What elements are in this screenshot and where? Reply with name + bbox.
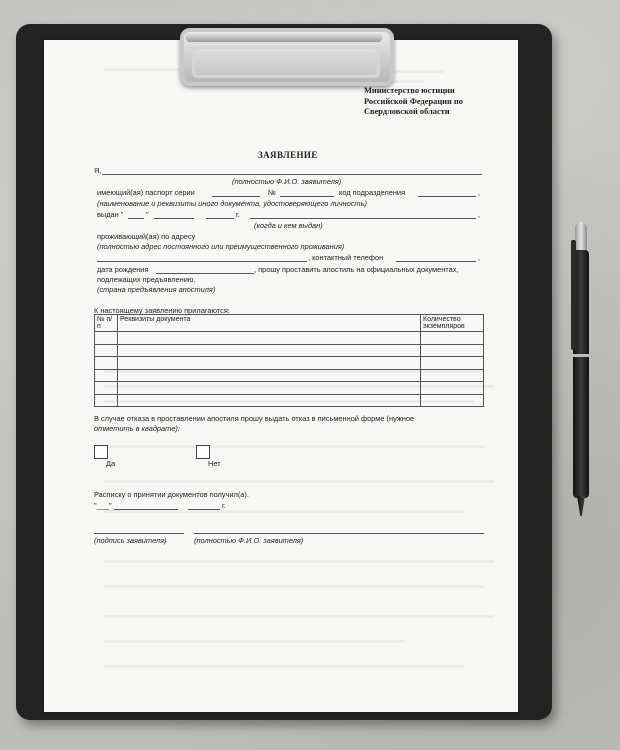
- passport-series-field[interactable]: [212, 196, 260, 197]
- yes-label: Да: [106, 459, 116, 468]
- receipt-text: Расписку о принятии документов получил(а).: [94, 490, 249, 499]
- fio-field[interactable]: [102, 174, 482, 175]
- issued-day-field[interactable]: [128, 218, 144, 219]
- issued-by-field[interactable]: [250, 218, 476, 219]
- ministry-line-3: Свердловской области: [364, 107, 450, 116]
- attached-label: К настоящему заявлению прилагаются:: [94, 306, 230, 315]
- issued-quote: ": [146, 210, 149, 219]
- residing-label: проживающий(ая) по адресу: [97, 232, 196, 241]
- fio-hint: (полностью Ф.И.О. заявителя): [232, 177, 342, 186]
- birth-label: дата рождения: [97, 265, 149, 274]
- documents-table: [94, 314, 484, 407]
- clip-bar: [186, 32, 382, 42]
- table-header-row: [95, 315, 484, 332]
- issued-year-field[interactable]: [206, 218, 234, 219]
- table-row[interactable]: [95, 357, 484, 370]
- pen-tip: [577, 496, 585, 516]
- yes-checkbox[interactable]: [94, 445, 108, 459]
- table-row[interactable]: [95, 369, 484, 382]
- phone-field[interactable]: [396, 261, 476, 262]
- when-hint: (когда и кем выдан): [254, 221, 323, 230]
- doc-hint: (наименование и реквизиты иного документа, удостоверяющего личность): [97, 199, 367, 208]
- address-field[interactable]: [97, 261, 307, 262]
- no-label: Нет: [208, 459, 221, 468]
- ballpoint-pen: [568, 222, 594, 522]
- address-hint: (полностью адрес постоянного или преимущественного проживания): [97, 242, 345, 251]
- passport-number-field[interactable]: [280, 196, 334, 197]
- header-count: Количество экземпляров: [421, 315, 484, 332]
- signature-hint: (подпись заявителя): [94, 536, 167, 545]
- issued-year-suffix: г.: [236, 210, 240, 219]
- receipt-date-day: "___": [94, 501, 112, 510]
- request-text: , прошу проставить апостиль на официальных документах,: [254, 265, 459, 274]
- phone-label: , контактный телефон: [308, 253, 384, 262]
- passport-label: имеющий(ая) паспорт серии: [97, 188, 195, 197]
- signature-field[interactable]: [94, 533, 184, 534]
- issued-label: выдан ": [97, 210, 124, 219]
- presentation-text: подлежащих предъявлению.: [97, 275, 196, 284]
- receipt-year-field[interactable]: [188, 509, 220, 510]
- header-number: № п/п: [95, 315, 118, 332]
- number-label: №: [268, 188, 276, 197]
- signature-fio-hint: (полностью Ф.И.О. заявителя): [194, 536, 304, 545]
- pen-ring: [573, 354, 589, 357]
- clip-lever: [192, 46, 380, 78]
- header-details: Реквизиты документа: [118, 315, 421, 332]
- table-row[interactable]: [95, 344, 484, 357]
- no-checkbox[interactable]: [196, 445, 210, 459]
- receipt-year-suffix: г.: [222, 501, 226, 510]
- ministry-header: [364, 86, 463, 118]
- application-form-paper: Министерство юстиции Российской Федерации по Свердловской области ЗАЯВЛЕНИЕ Я, (полностью Ф.И.О. заявителя) имеющий(ая) паспорт серии № код подразделения , (наименование и реквизиты иного документа, удостоверяющего личность) выдан " " г. , (когда и кем выдан) проживающий(ая) по адресу (полностью адрес постоянного или преимущественного проживания) , контактный телефон , дата рождения , прошу проставить апостиль на официальных документах, подлежащих предъявлению. (страна предъявления апостиля) К настоящему заявлению прилагаются: № п/п Реквизиты документа Количество экземпляров В случае отказа в проставлении апостиля прошу выдать отказ в письменной форме (нужное отметить в квадрате): Да Нет Расписку о принятии документов получил(а). "___" г. (подпись заявителя) (полностью Ф.И.О. заявителя): [44, 40, 518, 712]
- form-title: ЗАЯВЛЕНИЕ: [258, 150, 318, 160]
- division-code-field[interactable]: [418, 196, 476, 197]
- refusal-text: В случае отказа в проставлении апостиля прошу выдать отказ в письменной форме (нужное: [94, 414, 415, 423]
- table-row[interactable]: [95, 382, 484, 395]
- pen-cap: [575, 222, 587, 252]
- ministry-line-2: Российской Федерации по: [364, 96, 463, 106]
- country-hint: (страна предъявления апостиля): [97, 285, 216, 294]
- refusal-text-2: отметить в квадрате):: [94, 424, 180, 433]
- pen-clip: [571, 240, 576, 350]
- birth-date-field[interactable]: [156, 273, 254, 274]
- ministry-line-1: Министерство юстиции: [364, 86, 455, 95]
- division-code-label: код подразделения: [339, 188, 406, 197]
- issued-month-field[interactable]: [154, 218, 194, 219]
- ya-label: Я,: [94, 166, 102, 175]
- receipt-month-field[interactable]: [114, 509, 178, 510]
- table-row[interactable]: [95, 394, 484, 407]
- table-row[interactable]: [95, 332, 484, 345]
- signature-fio-field[interactable]: [194, 533, 484, 534]
